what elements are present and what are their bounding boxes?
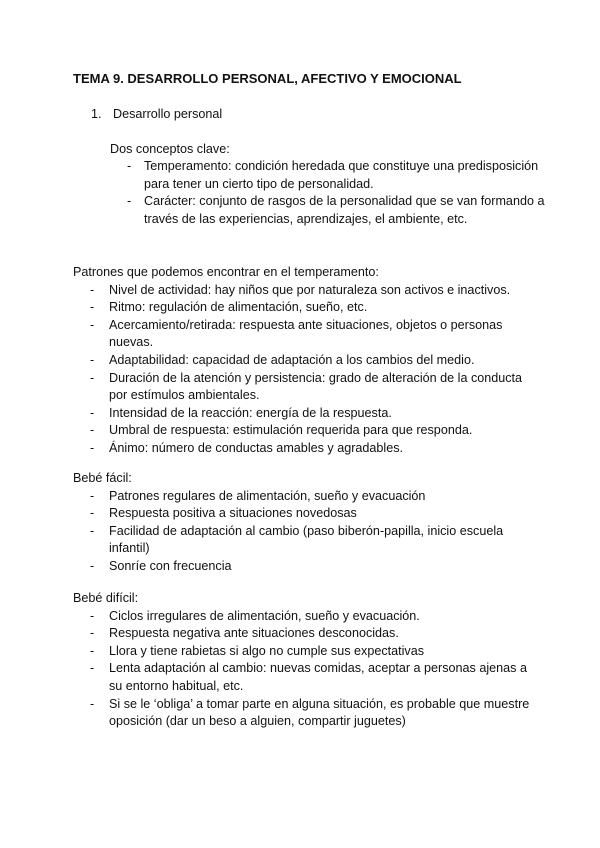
section-heading-desarrollo-personal	[91, 106, 222, 124]
bebe-dificil-heading: Bebé difícil:	[73, 591, 139, 605]
bebe-facil-heading: Bebé fácil:	[73, 471, 132, 485]
list-item: - Ritmo: regulación de alimentación, sueño, etc.	[90, 300, 368, 315]
patrones-section	[73, 264, 543, 458]
list-item: - Intensidad de la reacción: energía de la respuesta.	[90, 405, 392, 420]
list-item: - Adaptabilidad: capacidad de adaptación a los cambios del medio.	[90, 352, 475, 367]
section-number: 1.	[91, 107, 102, 121]
list-item: - Respuesta positiva a situaciones novedosas	[90, 506, 357, 521]
list-item: - Respuesta negativa ante situaciones desconocidas.	[90, 626, 399, 641]
bebe-facil-section	[73, 470, 543, 576]
bebe-dificil-section	[73, 590, 543, 731]
list-item: - Carácter: conjunto de rasgos de la personalidad que se van formando a través de las experiencias, aprendizajes, el ambiente, etc.	[127, 194, 545, 226]
patrones-heading: Patrones que podemos encontrar en el temperamento:	[73, 265, 379, 279]
list-item: - Llora y tiene rabietas si algo no cumple sus expectativas	[90, 643, 425, 658]
list-item: - Sonríe con frecuencia	[90, 558, 232, 573]
list-item: - Facilidad de adaptación al cambio (paso biberón-papilla, inicio escuela infantil)	[90, 523, 504, 556]
list-item: - Acercamiento/retirada: respuesta ante situaciones, objetos o personas nuevas.	[90, 317, 503, 350]
list-item: - Umbral de respuesta: estimulación requerida para que responda.	[90, 423, 473, 438]
section-intro: Dos conceptos clave:	[110, 142, 230, 156]
document-title: TEMA 9. DESARROLLO PERSONAL, AFECTIVO Y EMOCIONAL	[73, 71, 462, 86]
list-item: - Ciclos irregulares de alimentación, sueño y evacuación.	[90, 608, 420, 623]
list-item: - Nivel de actividad: hay niños que por naturaleza son activos e inactivos.	[90, 282, 511, 297]
section-label: Desarrollo personal	[113, 107, 223, 121]
list-item: - Patrones regulares de alimentación, sueño y evacuación	[90, 488, 426, 503]
list-item: - Si se le ‘obliga’ a tomar parte en alguna situación, es probable que muestre oposición (dar un beso a alguien, compartir juguetes)	[90, 696, 530, 729]
concept-list	[127, 158, 547, 228]
list-item: - Lenta adaptación al cambio: nuevas comidas, aceptar a personas ajenas a su entorno habitual, etc.	[90, 661, 527, 693]
list-item: - Duración de la atención y persistencia: grado de alteración de la conducta por estímulos ambientales.	[90, 370, 523, 403]
list-item: - Temperamento: condición heredada que constituye una predisposición para tener un cierto tipo de personalidad.	[127, 159, 539, 191]
list-item: - Ánimo: número de conductas amables y agradables.	[90, 440, 404, 455]
